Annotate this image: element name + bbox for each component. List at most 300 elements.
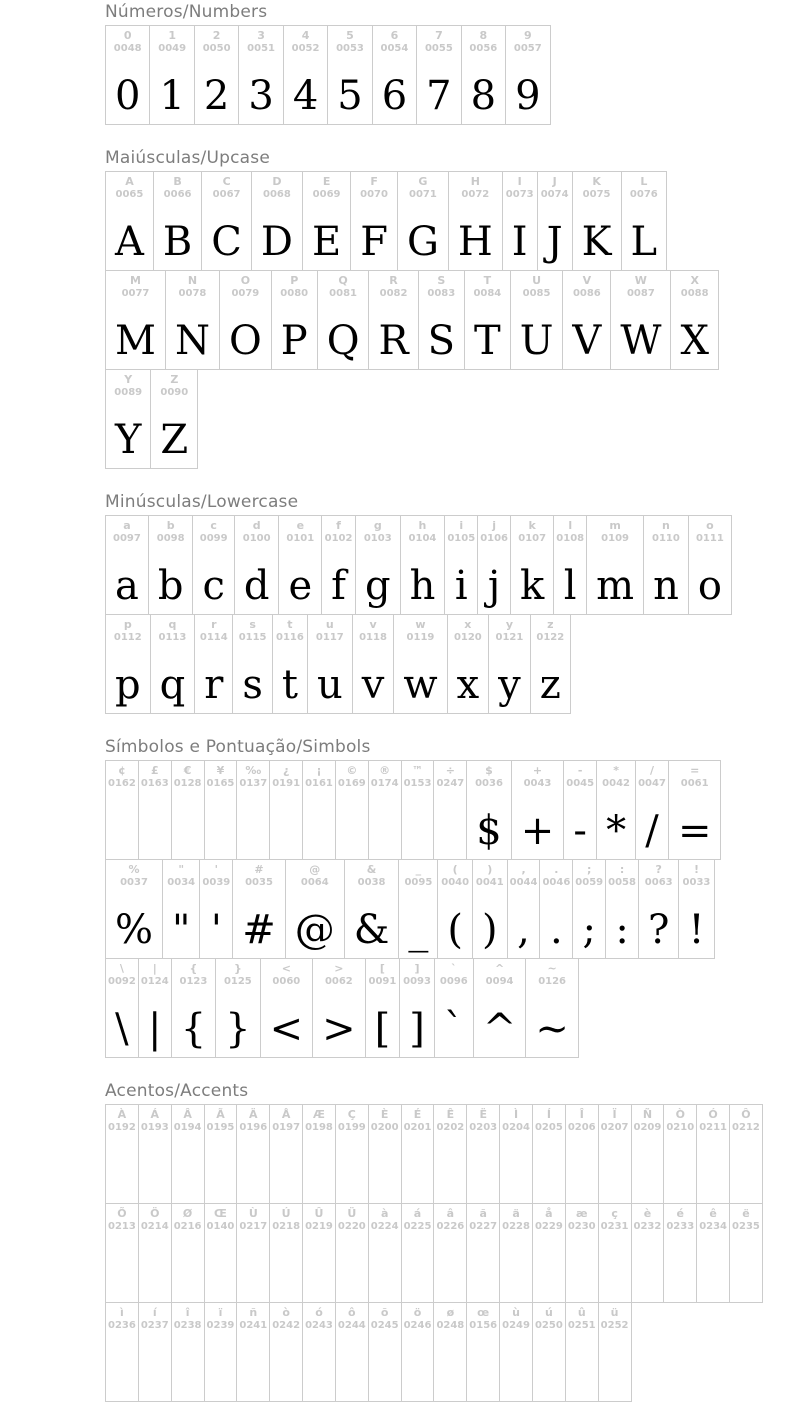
glyph-cell xyxy=(234,515,280,615)
cell-glyph xyxy=(640,1253,654,1295)
cell-glyph: t xyxy=(281,662,298,708)
cell-glyph: b xyxy=(157,563,184,609)
cell-code-label: 0082 xyxy=(379,288,408,299)
cell-glyph: [ xyxy=(374,1006,391,1052)
cell-glyph: : xyxy=(615,907,629,953)
cell-character-label: \ xyxy=(119,962,124,975)
cell-glyph xyxy=(673,1253,687,1295)
cell-character-label: Ú xyxy=(281,1207,291,1220)
glyph-cell xyxy=(696,1203,730,1303)
cell-glyph xyxy=(476,1352,490,1394)
cell-character-label: á xyxy=(413,1207,422,1220)
cell-character-label: Z xyxy=(170,373,179,386)
glyph-cell xyxy=(368,1302,402,1402)
glyph-cell xyxy=(105,171,154,271)
cell-glyph: ^ xyxy=(482,1006,517,1052)
cell-character-label: { xyxy=(189,962,198,975)
cell-character-label: / xyxy=(650,764,655,777)
cell-character-label: p xyxy=(123,618,132,631)
glyph-cell xyxy=(285,859,345,959)
cell-code-label: 0054 xyxy=(380,43,409,54)
cell-glyph xyxy=(476,1253,490,1295)
cell-glyph xyxy=(509,1154,523,1196)
cell-code-label: 0124 xyxy=(140,976,169,987)
glyph-cell xyxy=(238,25,283,125)
cell-character-label: V xyxy=(582,274,592,287)
glyph-cell xyxy=(598,1203,632,1303)
cell-character-label: Ã xyxy=(216,1108,225,1121)
cell-character-label: ® xyxy=(379,764,391,777)
cell-glyph: c xyxy=(202,563,225,609)
cell-glyph: , xyxy=(517,907,530,953)
cell-glyph: 5 xyxy=(337,73,363,119)
cell-glyph: f xyxy=(331,563,346,609)
cell-code-label: 0245 xyxy=(370,1320,399,1331)
glyph-cell xyxy=(105,1104,139,1204)
glyph-cell xyxy=(204,760,238,860)
glyph-cell xyxy=(344,859,400,959)
cell-character-label: P xyxy=(290,274,299,287)
cell-character-label: k xyxy=(528,519,536,532)
glyph-cell xyxy=(565,1302,599,1402)
glyph-row xyxy=(105,614,571,714)
glyph-cell xyxy=(204,1203,238,1303)
cell-glyph: # xyxy=(242,907,276,953)
cell-character-label: t xyxy=(287,618,293,631)
cell-character-label: Á xyxy=(150,1108,160,1121)
glyph-cell xyxy=(668,760,722,860)
cell-code-label: 0036 xyxy=(475,778,503,789)
cell-character-label: W xyxy=(634,274,647,287)
cell-glyph: T xyxy=(474,318,501,364)
glyph-cell xyxy=(260,958,314,1058)
glyph-cell xyxy=(194,614,233,714)
cell-code-label: 0042 xyxy=(602,778,631,789)
cell-code-label: 0057 xyxy=(513,43,542,54)
glyph-cell xyxy=(433,1302,467,1402)
cell-code-label: 0071 xyxy=(409,189,437,200)
cell-glyph: n xyxy=(653,563,679,609)
cell-glyph: 7 xyxy=(426,73,452,119)
cell-character-label: E xyxy=(322,175,331,188)
cell-glyph: l xyxy=(563,563,577,609)
cell-glyph: 8 xyxy=(470,73,497,119)
glyph-cell xyxy=(488,614,531,714)
cell-character-label: Ñ xyxy=(642,1108,653,1121)
glyph-cell xyxy=(312,958,366,1058)
cell-character-label: . xyxy=(554,863,559,876)
cell-code-label: 0074 xyxy=(540,189,569,200)
cell-code-label: 0067 xyxy=(212,189,241,200)
cell-code-label: 0103 xyxy=(363,533,392,544)
glyph-cell xyxy=(105,270,166,370)
glyph-cell xyxy=(350,171,398,271)
cell-glyph: P xyxy=(280,318,308,364)
glyph-cell xyxy=(532,1104,566,1204)
cell-code-label: 0249 xyxy=(502,1320,530,1331)
cell-glyph xyxy=(443,1352,457,1394)
glyph-cell xyxy=(678,859,714,959)
cell-character-label: ø xyxy=(446,1306,455,1319)
glyph-cell xyxy=(219,270,272,370)
glyph-cell xyxy=(236,760,270,860)
glyph-cell xyxy=(670,270,718,370)
cell-glyph: M xyxy=(115,318,156,364)
cell-glyph: & xyxy=(353,907,390,953)
glyph-cell xyxy=(433,1203,467,1303)
cell-code-label: 0108 xyxy=(556,533,585,544)
glyph-cell xyxy=(397,171,449,271)
glyph-cell xyxy=(372,25,417,125)
cell-glyph xyxy=(115,1253,129,1295)
cell-code-label: 0244 xyxy=(337,1320,366,1331)
glyph-cell xyxy=(105,25,150,125)
glyph-cell xyxy=(499,1104,533,1204)
cell-character-label: ( xyxy=(452,863,458,876)
cell-glyph xyxy=(181,1352,195,1394)
glyph-section xyxy=(105,1081,800,1402)
cell-code-label: 0203 xyxy=(469,1122,498,1133)
cell-character-label: 9 xyxy=(523,29,532,42)
cell-glyph: ' xyxy=(210,907,222,953)
cell-code-label: 0105 xyxy=(447,533,476,544)
cell-glyph: x xyxy=(456,662,480,708)
cell-glyph xyxy=(148,1352,162,1394)
cell-character-label: 2 xyxy=(212,29,221,42)
cell-glyph: ! xyxy=(688,907,705,953)
cell-character-label: F xyxy=(370,175,378,188)
cell-glyph xyxy=(378,1352,392,1394)
glyph-cell xyxy=(553,515,587,615)
glyph-cell xyxy=(269,1302,303,1402)
cell-glyph: U xyxy=(519,318,554,364)
cell-code-label: 0207 xyxy=(600,1122,629,1133)
cell-code-label: 0100 xyxy=(242,533,271,544)
cell-character-label: ? xyxy=(655,863,662,876)
glyph-cell xyxy=(192,515,234,615)
cell-character-label: z xyxy=(547,618,554,631)
cell-character-label: q xyxy=(168,618,177,631)
cell-glyph xyxy=(739,1154,753,1196)
cell-character-label: " xyxy=(178,863,185,876)
cell-code-label: 0248 xyxy=(436,1320,465,1331)
cell-character-label: À xyxy=(117,1108,127,1121)
glyph-cell xyxy=(461,25,506,125)
cell-code-label: 0061 xyxy=(680,778,709,789)
cell-glyph: = xyxy=(677,808,712,854)
glyph-cell xyxy=(635,760,669,860)
glyph-cell xyxy=(283,25,328,125)
cell-glyph: 6 xyxy=(381,73,408,119)
cell-character-label: d xyxy=(252,519,261,532)
section-title: Acentos/Accents xyxy=(105,1081,249,1101)
cell-glyph xyxy=(411,810,425,852)
glyph-cell xyxy=(596,760,636,860)
cell-glyph: . xyxy=(550,907,563,953)
cell-code-label: 0095 xyxy=(404,877,433,888)
cell-code-label: 0086 xyxy=(572,288,601,299)
glyph-cell xyxy=(165,270,220,370)
cell-glyph: ( xyxy=(447,907,463,953)
cell-character-label: î xyxy=(185,1306,190,1319)
cell-glyph xyxy=(411,1154,425,1196)
cell-code-label: 0069 xyxy=(312,189,341,200)
cell-code-label: 0163 xyxy=(140,778,169,789)
glyph-cell xyxy=(171,1203,205,1303)
cell-code-label: 0101 xyxy=(286,533,315,544)
font-specimen-sections xyxy=(105,2,800,1402)
glyph-cell xyxy=(105,859,163,959)
cell-glyph: H xyxy=(457,219,493,265)
cell-glyph xyxy=(213,1253,227,1295)
cell-code-label: 0043 xyxy=(523,778,552,789)
cell-character-label: U xyxy=(532,274,542,287)
cell-glyph: % xyxy=(115,907,154,953)
glyph-cell xyxy=(302,1104,336,1204)
cell-code-label: 0242 xyxy=(272,1320,301,1331)
glyph-cell xyxy=(401,1104,435,1204)
cell-code-label: 0231 xyxy=(600,1221,629,1232)
cell-glyph: O xyxy=(228,318,262,364)
cell-glyph xyxy=(443,810,457,852)
cell-glyph xyxy=(509,1253,523,1295)
cell-glyph xyxy=(378,1253,392,1295)
cell-code-label: 0227 xyxy=(469,1221,498,1232)
cell-glyph: m xyxy=(596,563,635,609)
glyph-cell xyxy=(539,859,573,959)
glyph-cell xyxy=(466,1203,500,1303)
cell-character-label: Å xyxy=(281,1108,291,1121)
cell-character-label: 4 xyxy=(301,29,310,42)
cell-code-label: 0096 xyxy=(439,976,468,987)
cell-glyph: o xyxy=(697,563,722,609)
cell-character-label: v xyxy=(369,618,377,631)
glyph-cell xyxy=(138,760,172,860)
cell-glyph xyxy=(345,1253,359,1295)
cell-character-label: ÷ xyxy=(445,764,455,777)
cell-character-label: l xyxy=(568,519,573,532)
cell-character-label: } xyxy=(233,962,242,975)
glyph-cell xyxy=(271,270,318,370)
glyph-cell xyxy=(171,1302,205,1402)
cell-glyph xyxy=(312,810,326,852)
cell-glyph xyxy=(279,1154,293,1196)
cell-code-label: 0097 xyxy=(113,533,141,544)
cell-code-label: 0092 xyxy=(108,976,136,987)
cell-character-label: + xyxy=(532,764,543,777)
cell-character-label: - xyxy=(577,764,583,777)
glyph-cell xyxy=(272,614,308,714)
glyph-cell xyxy=(511,760,565,860)
cell-glyph: " xyxy=(172,907,191,953)
glyph-cell xyxy=(401,1203,435,1303)
glyph-cell xyxy=(401,1302,435,1402)
glyph-cell xyxy=(278,515,322,615)
cell-code-label: 0246 xyxy=(403,1320,432,1331)
glyph-cell xyxy=(105,958,139,1058)
glyph-cell xyxy=(605,859,639,959)
cell-glyph: g xyxy=(364,563,391,609)
glyph-cell xyxy=(327,25,372,125)
glyph-row xyxy=(105,1302,632,1402)
cell-code-label: 0120 xyxy=(453,632,482,643)
cell-glyph xyxy=(608,1154,622,1196)
cell-glyph xyxy=(115,810,129,852)
cell-glyph: K xyxy=(581,219,612,265)
cell-code-label: 0055 xyxy=(424,43,453,54)
glyph-cell xyxy=(335,760,369,860)
cell-character-label: Ë xyxy=(479,1108,487,1121)
cell-code-label: 0084 xyxy=(473,288,502,299)
cell-glyph xyxy=(476,1154,490,1196)
cell-glyph: G xyxy=(406,219,439,265)
cell-code-label: 0206 xyxy=(567,1122,596,1133)
cell-glyph: k xyxy=(520,563,545,609)
cell-glyph xyxy=(575,1253,589,1295)
glyph-cell xyxy=(688,515,732,615)
cell-glyph: { xyxy=(180,1006,207,1052)
glyph-cell xyxy=(302,1203,336,1303)
cell-character-label: $ xyxy=(485,764,493,777)
cell-glyph: 0 xyxy=(115,73,141,119)
cell-glyph xyxy=(246,1352,260,1394)
glyph-cell xyxy=(499,1302,533,1402)
cell-character-label: û xyxy=(577,1306,586,1319)
cell-code-label: 0094 xyxy=(485,976,514,987)
cell-glyph: 3 xyxy=(248,73,274,119)
cell-code-label: 0049 xyxy=(158,43,187,54)
cell-character-label: ù xyxy=(512,1306,520,1319)
cell-code-label: 0247 xyxy=(436,778,465,789)
cell-glyph xyxy=(706,1154,720,1196)
cell-code-label: 0051 xyxy=(247,43,275,54)
cell-character-label: 1 xyxy=(168,29,176,42)
glyph-cell xyxy=(150,369,198,469)
cell-character-label: ô xyxy=(348,1306,356,1319)
cell-character-label: O xyxy=(240,274,251,287)
glyph-cell xyxy=(236,1203,270,1303)
cell-code-label: 0194 xyxy=(173,1122,202,1133)
glyph-cell xyxy=(393,614,447,714)
cell-code-label: 0110 xyxy=(652,533,680,544)
cell-code-label: 0066 xyxy=(163,189,192,200)
cell-code-label: 0040 xyxy=(441,877,470,888)
cell-code-label: 0229 xyxy=(534,1221,563,1232)
cell-character-label: g xyxy=(373,519,382,532)
cell-character-label: D xyxy=(272,175,282,188)
cell-glyph: X xyxy=(680,318,709,364)
glyph-cell xyxy=(586,515,644,615)
cell-character-label: ç xyxy=(611,1207,618,1220)
glyph-cell xyxy=(105,760,139,860)
cell-code-label: 0217 xyxy=(239,1221,268,1232)
cell-character-label: é xyxy=(676,1207,684,1220)
cell-code-label: 0046 xyxy=(542,877,571,888)
cell-glyph: Z xyxy=(160,417,189,463)
cell-glyph: 1 xyxy=(159,73,185,119)
cell-glyph: - xyxy=(573,808,587,854)
section-rows xyxy=(105,25,800,125)
glyph-cell xyxy=(138,1302,172,1402)
cell-glyph: i xyxy=(454,563,468,609)
cell-glyph: @ xyxy=(294,907,335,953)
cell-glyph: s xyxy=(242,662,263,708)
cell-code-label: 0205 xyxy=(534,1122,563,1133)
glyph-cell xyxy=(416,25,461,125)
cell-glyph: F xyxy=(360,219,388,265)
cell-code-label: 0226 xyxy=(436,1221,465,1232)
cell-code-label: 0085 xyxy=(522,288,551,299)
cell-character-label: Ù xyxy=(248,1207,258,1220)
cell-character-label: ] xyxy=(414,962,420,975)
cell-glyph: 9 xyxy=(515,73,541,119)
cell-character-label: y xyxy=(505,618,514,631)
cell-code-label: 0052 xyxy=(291,43,320,54)
cell-glyph: } xyxy=(225,1006,251,1052)
cell-character-label: Û xyxy=(314,1207,324,1220)
cell-character-label: r xyxy=(211,618,217,631)
cell-code-label: 0037 xyxy=(120,877,148,888)
cell-glyph: | xyxy=(148,1006,162,1052)
cell-character-label: ñ xyxy=(249,1306,258,1319)
cell-character-label: È xyxy=(380,1108,389,1121)
cell-code-label: 0113 xyxy=(158,632,187,643)
cell-character-label: ï xyxy=(218,1306,223,1319)
cell-code-label: 0228 xyxy=(502,1221,530,1232)
cell-code-label: 0093 xyxy=(403,976,431,987)
cell-code-label: 0033 xyxy=(682,877,711,888)
cell-glyph xyxy=(181,1253,195,1295)
cell-code-label: 0209 xyxy=(633,1122,662,1133)
cell-character-label: w xyxy=(415,618,426,631)
glyph-cell xyxy=(269,760,303,860)
glyph-cell xyxy=(149,25,194,125)
cell-code-label: 0118 xyxy=(359,632,387,643)
cell-code-label: 0081 xyxy=(329,288,357,299)
cell-code-label: 0122 xyxy=(536,632,565,643)
glyph-row xyxy=(105,1203,763,1303)
cell-character-label: [ xyxy=(379,962,385,975)
cell-glyph: N xyxy=(174,318,210,364)
cell-character-label: ¡ xyxy=(316,764,322,777)
glyph-cell xyxy=(105,515,149,615)
cell-glyph xyxy=(542,1253,556,1295)
glyph-cell xyxy=(232,859,286,959)
cell-code-label: 0044 xyxy=(509,877,538,888)
cell-character-label: ~ xyxy=(547,962,557,975)
glyph-cell xyxy=(204,1104,238,1204)
glyph-row xyxy=(105,958,579,1058)
cell-glyph xyxy=(312,1352,326,1394)
glyph-cell xyxy=(400,515,446,615)
cell-character-label: C xyxy=(222,175,231,188)
glyph-cell xyxy=(663,1203,697,1303)
glyph-cell xyxy=(215,958,260,1058)
cell-character-label: Ö xyxy=(150,1207,160,1220)
glyph-cell xyxy=(368,270,418,370)
glyph-cell xyxy=(368,1203,402,1303)
cell-code-label: 0116 xyxy=(275,632,304,643)
cell-glyph: V xyxy=(572,318,602,364)
cell-character-label: 0 xyxy=(123,29,132,42)
cell-glyph xyxy=(246,1253,260,1295)
cell-code-label: 0200 xyxy=(370,1122,399,1133)
cell-glyph: 2 xyxy=(203,73,230,119)
cell-code-label: 0204 xyxy=(502,1122,530,1133)
glyph-row xyxy=(105,25,551,125)
cell-code-label: 0213 xyxy=(108,1221,136,1232)
glyph-cell xyxy=(565,1104,599,1204)
